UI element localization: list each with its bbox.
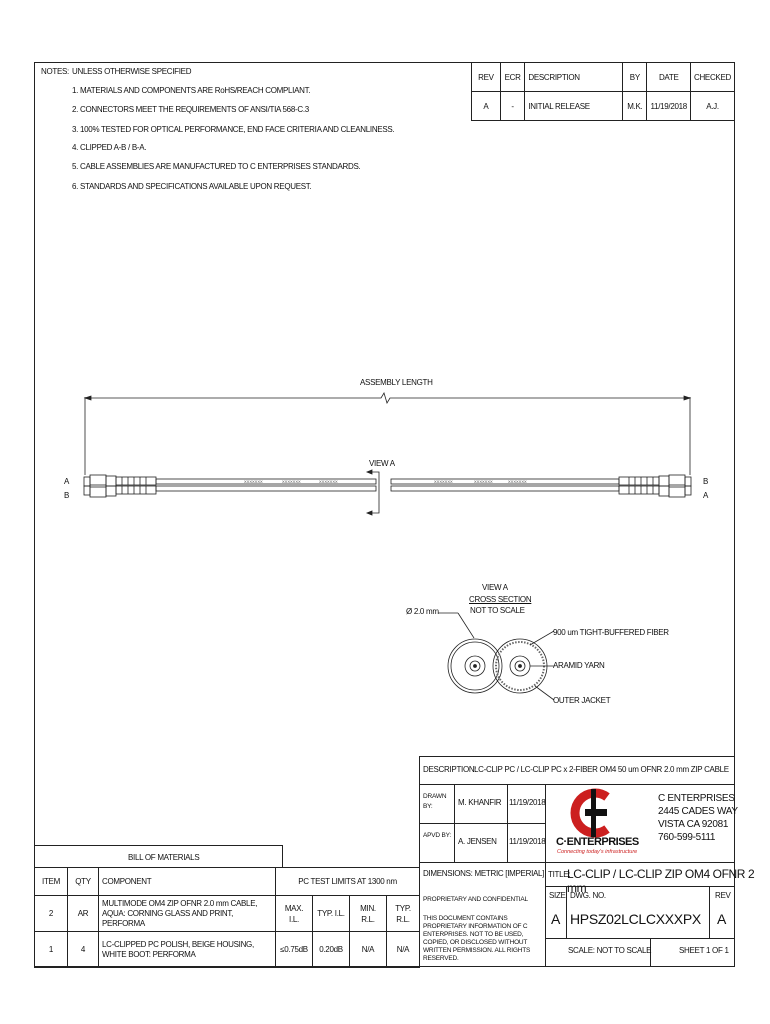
rev-value-rev: A [472, 92, 501, 121]
note-item: 6. STANDARDS AND SPECIFICATIONS AVAILABLE UPON REQUEST. [72, 182, 312, 191]
diameter-label: Ø 2.0 mm [406, 607, 439, 616]
rev-label: REV [715, 891, 731, 900]
bom-table [34, 867, 420, 968]
company-address-1: 2445 CADES WAY [658, 806, 738, 817]
proprietary-text: THIS DOCUMENT CONTAINS PROPRIETARY INFORMATION OF C ENTERPRISES. NOT TO BE USED, COPIED, OR DISCLOSED WITHOUT WRITTEN PERMISSION. ALL RIGHTS RESERVED. [423, 915, 531, 962]
table-row [35, 896, 420, 932]
description-value: LC-CLIP PC / LC-CLIP PC x 2-FIBER OM4 50 um OFNR 2.0 mm ZIP CABLE [474, 765, 729, 774]
title-label: TITLE: [548, 870, 571, 879]
bom-min-rl: N/A [350, 932, 387, 968]
cable-print: XXXXXXX [508, 479, 527, 484]
cross-section-diagram [430, 600, 560, 710]
cable-print: XXXXXXX [319, 479, 338, 484]
bom-item: 2 [35, 896, 68, 932]
description-label: DESCRIPTION: [423, 765, 477, 774]
cable-print: XXXXXXX [282, 479, 301, 484]
rev-header-checked: CHECKED [690, 63, 734, 92]
view-a-label: VIEW A [369, 459, 395, 468]
drawn-by-value: M. KHANFIR [458, 798, 502, 807]
size-label: SIZE [549, 891, 566, 900]
company-name: C ENTERPRISES [658, 793, 735, 804]
bom-header-qty: QTY [68, 868, 99, 896]
fiber-label: 900 um TIGHT-BUFFERED FIBER [553, 628, 669, 637]
bom-qty: AR [68, 896, 99, 932]
rev-value-description: INITIAL RELEASE [525, 92, 623, 121]
cable-print: XXXXXXX [474, 479, 493, 484]
apvd-date: 11/19/2018 [509, 837, 546, 846]
bom-subheader-max-il: MAX. I.L. [276, 896, 313, 932]
cable-top-left [156, 479, 376, 484]
rev-value-date: 11/19/2018 [647, 92, 691, 121]
drawn-date: 11/19/2018 [509, 798, 546, 807]
note-item: 2. CONNECTORS MEET THE REQUIREMENTS OF ANSI/TIA 568-C.3 [72, 105, 309, 114]
bom-header-component: COMPONENT [99, 868, 276, 896]
bom-subheader-typ-il: TYP. I.L. [313, 896, 350, 932]
rev-header-ecr: ECR [500, 63, 524, 92]
apvd-by-value: A. JENSEN [458, 837, 497, 846]
note-item: 1. MATERIALS AND COMPONENTS ARE RoHS/REACH COMPLIANT. [72, 86, 311, 95]
yarn-label: ARAMID YARN [553, 661, 605, 670]
sheet-value: SHEET 1 OF 1 [679, 946, 729, 955]
logo-tagline: Connecting today's infrastructure [557, 849, 638, 855]
leader-jacket [535, 686, 554, 700]
rev-value-checked: A.J. [690, 92, 734, 121]
note-item: 4. CLIPPED A-B / B-A. [72, 143, 147, 152]
end-label-left-top: A [64, 477, 70, 486]
bom-subheader-typ-rl: TYP. R.L. [387, 896, 420, 932]
rev-header-description: DESCRIPTION [525, 63, 623, 92]
cable-print: XXXXXXX [244, 479, 263, 484]
leader-fiber [530, 631, 554, 645]
bom-typ-rl: N/A [387, 932, 420, 968]
dwg-no-value: HPSZ02LCLCXXXPX [570, 911, 701, 927]
note-item: 3. 100% TESTED FOR OPTICAL PERFORMANCE, END FACE CRITERIA AND CLEANLINESS. [72, 125, 395, 134]
rev-header-date: DATE [647, 63, 691, 92]
cable-bottom-right [391, 486, 619, 491]
end-label-left-bottom: B [64, 491, 70, 500]
rev-header-rev: REV [472, 63, 501, 92]
bom-qty: 4 [68, 932, 99, 968]
drawn-by-label: DRAWN BY: [423, 793, 447, 810]
rev-header-by: BY [623, 63, 647, 92]
title-value: LC-CLIP / LC-CLIP ZIP OM4 OFNR 2 mm [567, 867, 755, 895]
notes-subheader: UNLESS OTHERWISE SPECIFIED [72, 67, 192, 76]
cross-section-title-2: CROSS SECTION [469, 595, 532, 604]
dimension-line [85, 393, 690, 403]
scale-value: SCALE: NOT TO SCALE [568, 946, 652, 955]
company-phone: 760-599-5111 [658, 832, 716, 843]
rev-value-by: M.K. [623, 92, 647, 121]
dimensions-label: DIMENSIONS: METRIC [IMPERIAL] [423, 869, 545, 878]
assembly-length-label: ASSEMBLY LENGTH [360, 378, 433, 387]
cable-print: XXXXXXX [434, 479, 453, 484]
assembly-drawing [34, 370, 735, 530]
table-row [35, 932, 420, 968]
size-value: A [551, 911, 561, 927]
company-address-2: VISTA CA 92081 [658, 819, 729, 830]
logo-wordmark: C·ENTERPRISES [556, 836, 639, 848]
cross-section-title-1: VIEW A [482, 583, 508, 592]
bom-subheader-min-rl: MIN. R.L. [350, 896, 387, 932]
bom-typ-il: 0.20dB [313, 932, 350, 968]
rev-value: A [717, 911, 727, 927]
note-item: 5. CABLE ASSEMBLIES ARE MANUFACTURED TO C ENTERPRISES STANDARDS. [72, 162, 361, 171]
bom-header-item: ITEM [35, 868, 68, 896]
company-info [658, 792, 738, 844]
cable-bottom-left [156, 486, 376, 491]
revision-table [471, 62, 735, 121]
end-label-right-top: B [703, 477, 709, 486]
bom-component: MULTIMODE OM4 ZIP OFNR 2.0 mm CABLE, AQUA: CORNING GLASS AND PRINT, PERFORMA [99, 896, 276, 932]
bom-item: 1 [35, 932, 68, 968]
apvd-by-label: APVD BY: [423, 832, 452, 839]
bom-header-pc-test: PC TEST LIMITS AT 1300 nm [276, 868, 420, 896]
rev-value-ecr: - [500, 92, 524, 121]
cross-section-title-3: NOT TO SCALE [470, 606, 525, 615]
jacket-label: OUTER JACKET [553, 696, 611, 705]
notes-header: NOTES: [41, 67, 69, 76]
dwg-no-label: DWG. NO. [570, 891, 606, 900]
company-logo [563, 787, 627, 839]
bom-title: BILL OF MATERIALS [128, 853, 200, 862]
cable-top-right [391, 479, 619, 484]
proprietary-label: PROPRIETARY AND CONFIDENTIAL [423, 896, 528, 903]
bom-max-il: ≤0.75dB [276, 932, 313, 968]
end-label-right-bottom: A [703, 491, 709, 500]
bom-component: LC-CLIPPED PC POLISH, BEIGE HOUSING, WHITE BOOT: PERFORMA [99, 932, 276, 968]
